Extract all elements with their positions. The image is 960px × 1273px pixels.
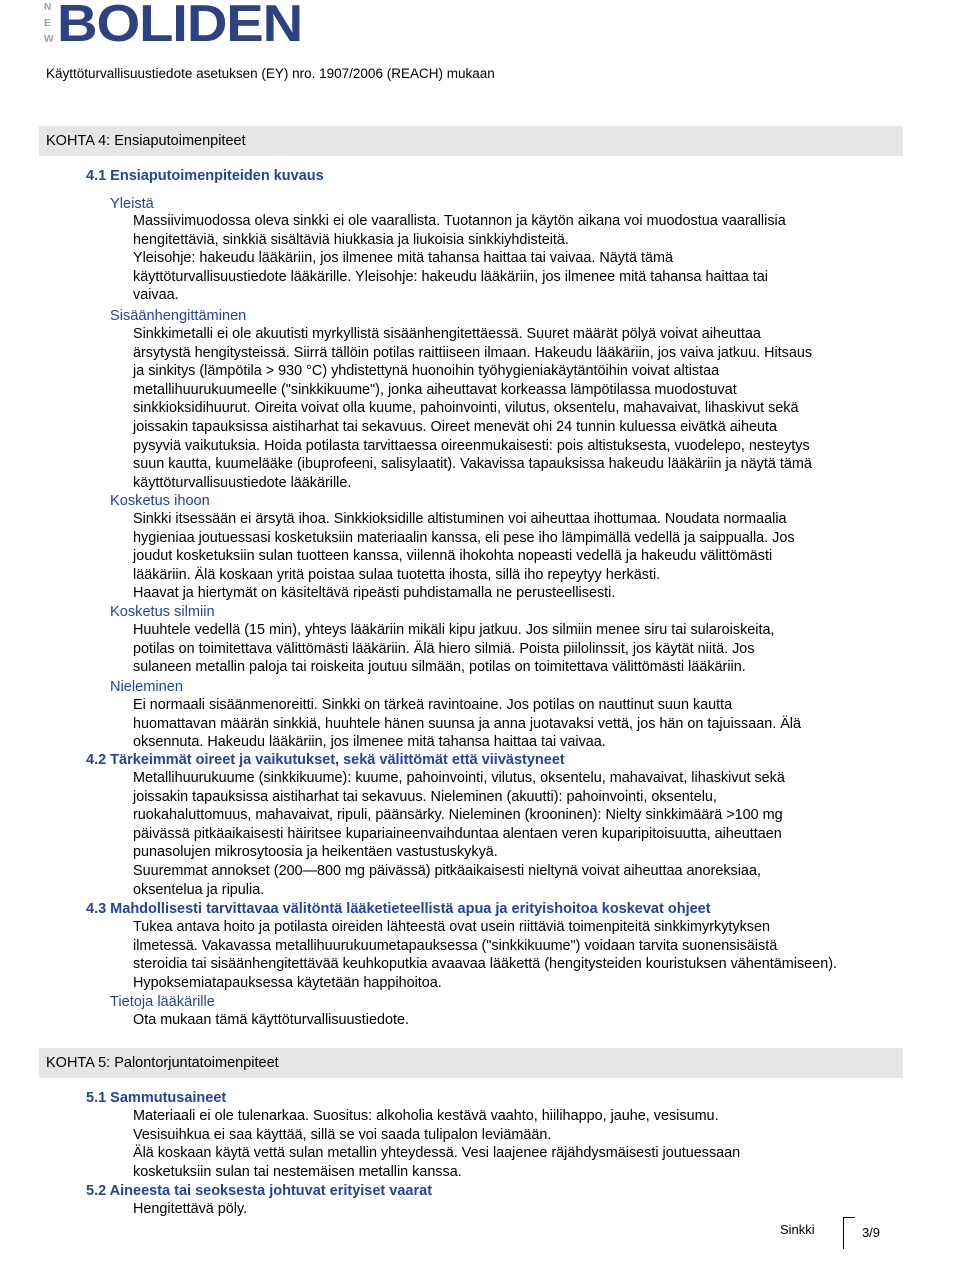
text-line: ilmetessä. Vakavassa metallihuurukuumetapauksessa ("sinkkikuume") voidaan tarvita suonensisäistä [133, 937, 778, 954]
heading-eyes: Kosketus silmiin [110, 604, 215, 620]
paragraph-doctor-info [133, 1011, 873, 1030]
text-line: joissakin tapauksissa aistiharhat tai sekavuus. Nieleminen (akuutti): pahoinvointi, oksentelu, [133, 788, 717, 805]
logo-letter: N [44, 2, 52, 13]
text-line: Huuhtele vedellä (15 min), yhteys lääkäriin mikäli kipu jatkuu. Jos silmiin menee siru tai sularoiskeita, [133, 622, 775, 638]
footer-page-number: 3/9 [843, 1217, 898, 1249]
logo-wordmark: BOLIDEN [57, 0, 303, 53]
text-line: joudut kosketuksiin sulan tuotteen kanssa, viilennä ihokohta nopeasti vedellä ja hakeudu välittömästi [133, 548, 773, 565]
section-4-header: KOHTA 4: Ensiaputoimenpiteet [39, 126, 903, 156]
text-line: steroidia tai sisäänhengitettävää keuhkoputkia avaavaa lääkettä (hengitysteiden kouristuksen vähentämiseen). [133, 956, 837, 973]
text-line: Yleisohje: hakeudu lääkäriin, jos ilmenee mitä tahansa haittaa tai vaivaa. Näytä tämä [133, 250, 673, 267]
text-line: Hengitettävä pöly. [133, 1201, 248, 1217]
text-line: Tukea antava hoito ja potilasta oireiden lähteestä ovat usein riittäviä toimenpiteitä sinkkimyrkytyksen [133, 919, 770, 935]
text-line: hygieniaa joutuessasi kosketuksiin materiaalin kanssa, eli pese iho lämpimällä vedellä ja saippualla. Jos [133, 529, 795, 546]
paragraph-4-2 [133, 769, 873, 899]
text-line: Sinkki itsessään ei ärsytä ihoa. Sinkkioksidille altistuminen voi aiheuttaa ihottumaa. Noudata normaalia [133, 511, 787, 527]
paragraph-5-2 [133, 1200, 873, 1219]
text-line: pysyviä vaikutuksia. Hoida potilasta tarvittaessa oireenmukaisesti: pois altistuksesta, vuodelepo, nesteytys [133, 437, 810, 454]
text-line: potilas on toimitettava välittömästi lääkäriin. Älä hiero silmiä. Poista piilolinssit, jos käytät niitä. Jos [133, 640, 755, 657]
text-line: hengitettäviä, sinkkiä sisältäviä hiukkasia ja liukoisia sinkkiyhdisteitä. [133, 231, 569, 248]
text-line: Sinkkimetalli ei ole akuutisti myrkyllistä sisäänhengitettäessä. Suuret määrät pölyä voivat aiheuttaa [133, 326, 761, 342]
paragraph-4-3 [133, 918, 873, 992]
paragraph-5-1 [133, 1107, 873, 1181]
text-line: punasolujen mikrosytoosia ja heikentäen vastustuskykyä. [133, 844, 498, 861]
section-5-header: KOHTA 5: Palontorjuntatoimenpiteet [39, 1048, 903, 1078]
paragraph-eyes [133, 621, 873, 677]
text-line: käyttöturvallisuustiedote lääkärille. Yleisohje: hakeudu lääkäriin, jos ilmenee mitä tahansa haittaa tai [133, 268, 768, 285]
text-line: Ota mukaan tämä käyttöturvallisuustiedote. [133, 1012, 409, 1028]
text-line: sinkkioksidihuurut. Oireita voivat olla kuume, pahoinvointi, vilutus, oksentelu, mahavaivat, lihaskivut sekä [133, 400, 799, 417]
text-line: joissakin tapauksissa aistiharhat tai sekavuus. Oireet menevät ohi 24 tunnin kuluessa eivätkä aiheuta [133, 418, 777, 435]
paragraph-skin [133, 510, 873, 603]
subsection-4-1-title: 4.1 Ensiaputoimenpiteiden kuvaus [86, 168, 324, 184]
heading-general: Yleistä [110, 196, 154, 212]
text-line: oksennuta. Hakeudu lääkäriin, jos ilmenee mitä tahansa haittaa tai vaivaa. [133, 734, 606, 751]
subsection-4-2-title: 4.2 Tärkeimmät oireet ja vaikutukset, sekä välittömät että viivästyneet [86, 752, 565, 768]
boliden-logo [44, 0, 303, 53]
text-line: ja sinkitys (lämpötila > 930 °C) yhdistettynä huonoihin työhygieniakäytäntöihin voivat altistaa [133, 363, 720, 380]
text-line: Suuremmat annokset (200—800 mg päivässä) pitkäaikaisesti nieltynä voivat aiheuttaa anoreksiaa, [133, 862, 761, 879]
text-line: Hypoksemiatapauksessa käytetään happihoitoa. [133, 974, 442, 991]
subsection-5-2-title: 5.2 Aineesta tai seoksesta johtuvat erityiset vaarat [86, 1183, 433, 1199]
text-line: huomattavan määrän sinkkiä, huuhtele hänen suunsa ja anna juotavaksi vettä, jos hän on tajuissaan. Älä [133, 715, 802, 732]
text-line: Haavat ja hiertymät on käsiteltävä ripeästi puhdistamalla ne perusteellisesti. [133, 585, 616, 602]
logo-new-letters [44, 3, 53, 45]
subsection-5-1-title: 5.1 Sammutusaineet [86, 1090, 227, 1106]
text-line: metallihuurukuumeelle ("sinkkikuume"), jonka aiheuttavat korkeassa lämpötilassa muodostuvat [133, 381, 737, 398]
text-line: Ei normaali sisäänmenoreitti. Sinkki on tärkeä ravintoaine. Jos potilas on nauttinut suun kautta [133, 697, 733, 713]
text-line: suun kautta, kuumelääke (ibuprofeeni, salisylaatit). Vakavissa tapauksissa hakeudu lääkäriin ja näytä tämä [133, 456, 812, 473]
paragraph-general [133, 212, 873, 305]
text-line: Metallihuurukuume (sinkkikuume): kuume, pahoinvointi, vilutus, oksentelu, mahavaivat, lihaskivut sekä [133, 770, 785, 786]
regulation-line: Käyttöturvallisuustiedote asetuksen (EY) nro. 1907/2006 (REACH) mukaan [46, 66, 495, 81]
heading-ingestion: Nieleminen [110, 679, 184, 695]
text-line: Älä koskaan käytä vettä sulan metallin yhteydessä. Vesi laajenee räjähdysmäisesti joutuessaan [133, 1145, 741, 1162]
text-line: lääkäriin. Älä koskaan yritä poistaa sulaa tuotetta ihosta, sillä iho repeytyy herkästi. [133, 566, 661, 583]
logo-letter: E [44, 18, 51, 29]
text-line: vaivaa. [133, 287, 179, 304]
text-line: Vesisuihkua ei saa käyttää, sillä se voi saada tulipalon leviämään. [133, 1126, 552, 1143]
subsection-4-3-title: 4.3 Mahdollisesti tarvittavaa välitöntä lääketieteellistä apua ja erityishoitoa koskevat ohjeet [86, 901, 711, 917]
text-line: käyttöturvallisuustiedote lääkärille. [133, 474, 352, 491]
text-line: kosketuksiin sulan tai nestemäisen metallin kanssa. [133, 1163, 462, 1180]
heading-inhalation: Sisäänhengittäminen [110, 308, 247, 324]
paragraph-ingestion [133, 696, 873, 752]
text-line: sulaneen metallin paloja tai roiskeita joutuu silmään, potilas on toimitettava välittömästi lääkäriin. [133, 659, 746, 676]
text-line: ärsytystä hengitysteissä. Siirrä tällöin potilas raittiiseen ilmaan. Hakeudu lääkäriin, jos vaiva jatkuu. Hitsaus [133, 344, 813, 361]
text-line: oksentelua ja ripulia. [133, 881, 265, 898]
footer-product-name: Sinkki [780, 1222, 815, 1237]
heading-skin: Kosketus ihoon [110, 493, 210, 509]
heading-doctor-info: Tietoja lääkärille [110, 994, 215, 1010]
paragraph-inhalation [133, 325, 873, 492]
text-line: päivässä pitkäaikaisesti häiritsee kupariaineenvaihduntaa alentaen veren kuparipitoisuutta, aiheuttaen [133, 825, 782, 842]
logo-letter: W [44, 34, 54, 45]
text-line: Massiivimuodossa oleva sinkki ei ole vaarallista. Tuotannon ja käytön aikana voi muodostua vaarallisia [133, 213, 786, 229]
text-line: ruokahaluttomuus, mahavaivat, ripuli, päänsärky. Nieleminen (krooninen): Nielty sinkkimäärä >100 mg [133, 807, 783, 824]
text-line: Materiaali ei ole tulenarkaa. Suositus: alkoholia kestävä vaahto, hiilihappo, jauhe, vesisumu. [133, 1108, 719, 1124]
